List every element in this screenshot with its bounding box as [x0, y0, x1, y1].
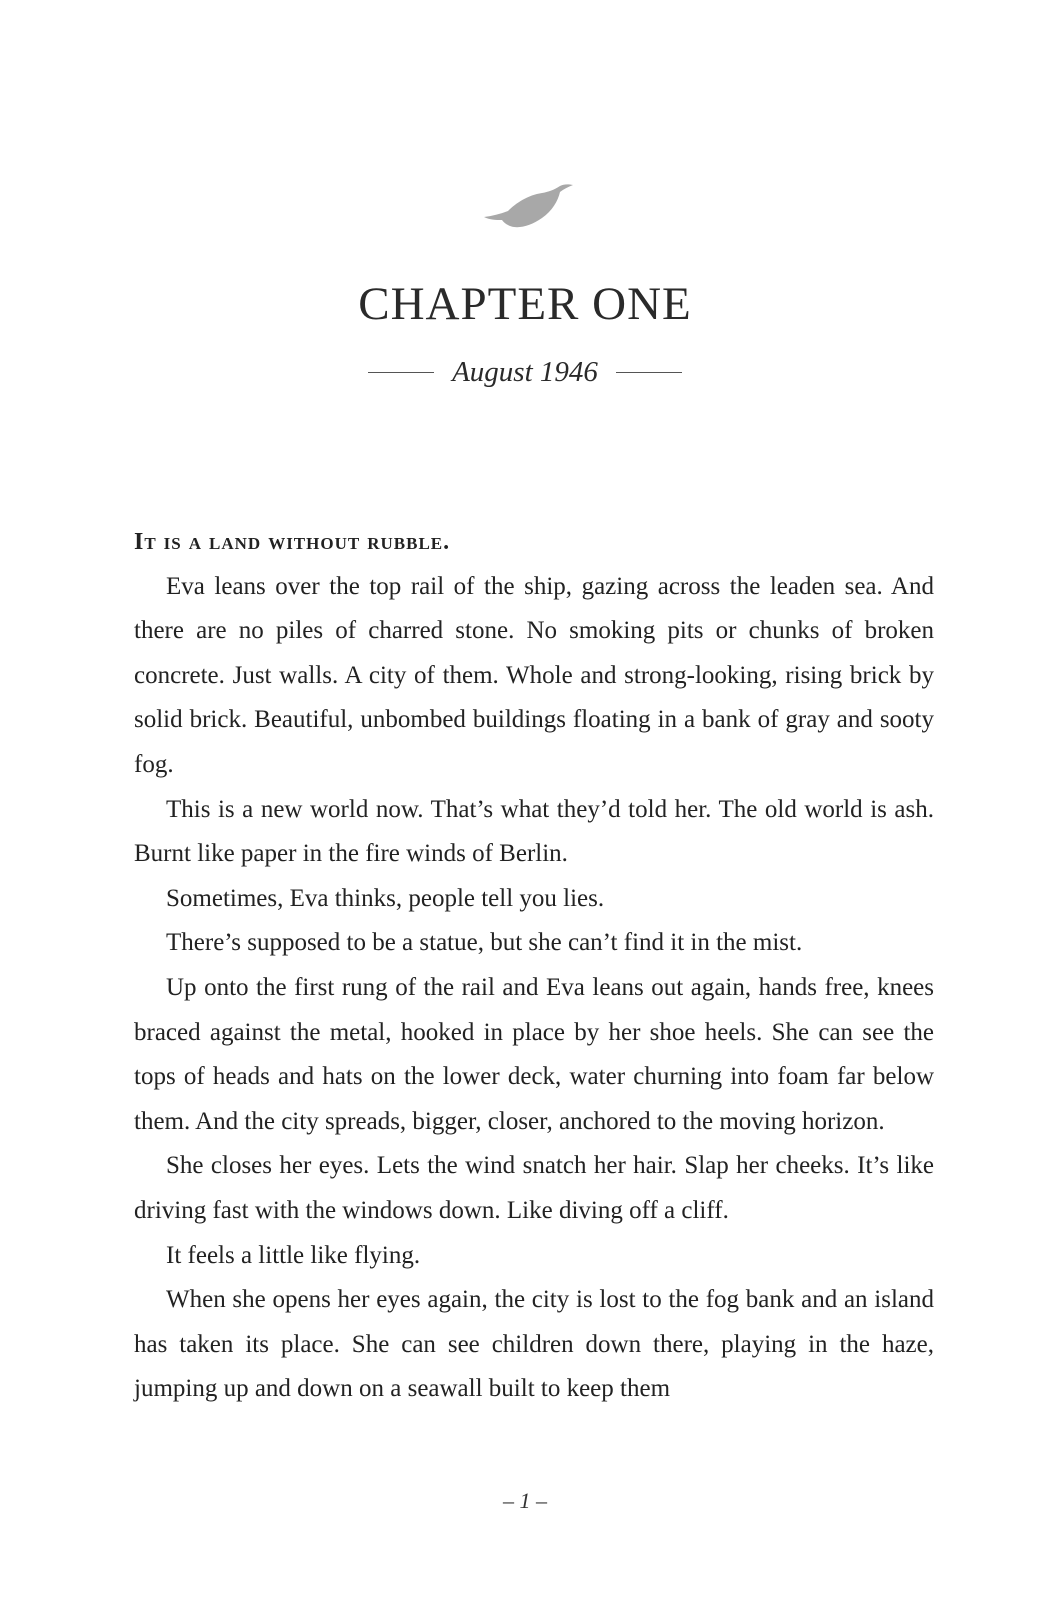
chapter-date-line [0, 352, 1050, 392]
paragraph: There’s supposed to be a statue, but she can’t find it in the mist. [166, 929, 803, 957]
paragraph: This is a new world now. That’s what they’d told her. The old world is ash. Burnt like paper in the fire winds of Berlin. [134, 795, 934, 868]
chapter-body [134, 520, 934, 1412]
paragraph: It feels a little like flying. [166, 1241, 421, 1269]
paragraph: She closes her eyes. Lets the wind snatch her hair. Slap her cheeks. It’s like driving fast with the windows down. Like diving off a cliff. [134, 1152, 934, 1224]
paragraph: Eva leans over the top rail of the ship, gazing across the leaden sea. And there are no piles of charred stone. No smoking pits or chunks of broken concrete. Just walls. A city of them. Whole and strong-looking, rising brick by solid brick. Beautiful, unbombed buildings floating in a bank of gray and sooty fog. [134, 572, 934, 778]
left-rule [368, 372, 434, 373]
right-rule [616, 372, 682, 373]
paragraph: Sometimes, Eva thinks, people tell you lies. [166, 884, 605, 912]
page-number: – 1 – [503, 1488, 547, 1513]
chapter-date: August 1946 [452, 355, 598, 388]
opening-line: It is a land without rubble. [134, 529, 451, 555]
paragraph: When she opens her eyes again, the city is lost to the fog bank and an island has taken its place. She can see children down there, playing in the haze, jumping up and down on a seawall built to keep them [134, 1286, 934, 1403]
bird-icon [482, 183, 574, 233]
chapter-title: CHAPTER ONE [358, 278, 692, 330]
paragraph: Up onto the first rung of the rail and Eva leans out again, hands free, knees braced against the metal, hooked in place by her shoe heels. She can see the tops of heads and hats on the lower deck, water churning into foam far below them. And the city spreads, bigger, closer, anchored to the moving horizon. [134, 973, 934, 1135]
